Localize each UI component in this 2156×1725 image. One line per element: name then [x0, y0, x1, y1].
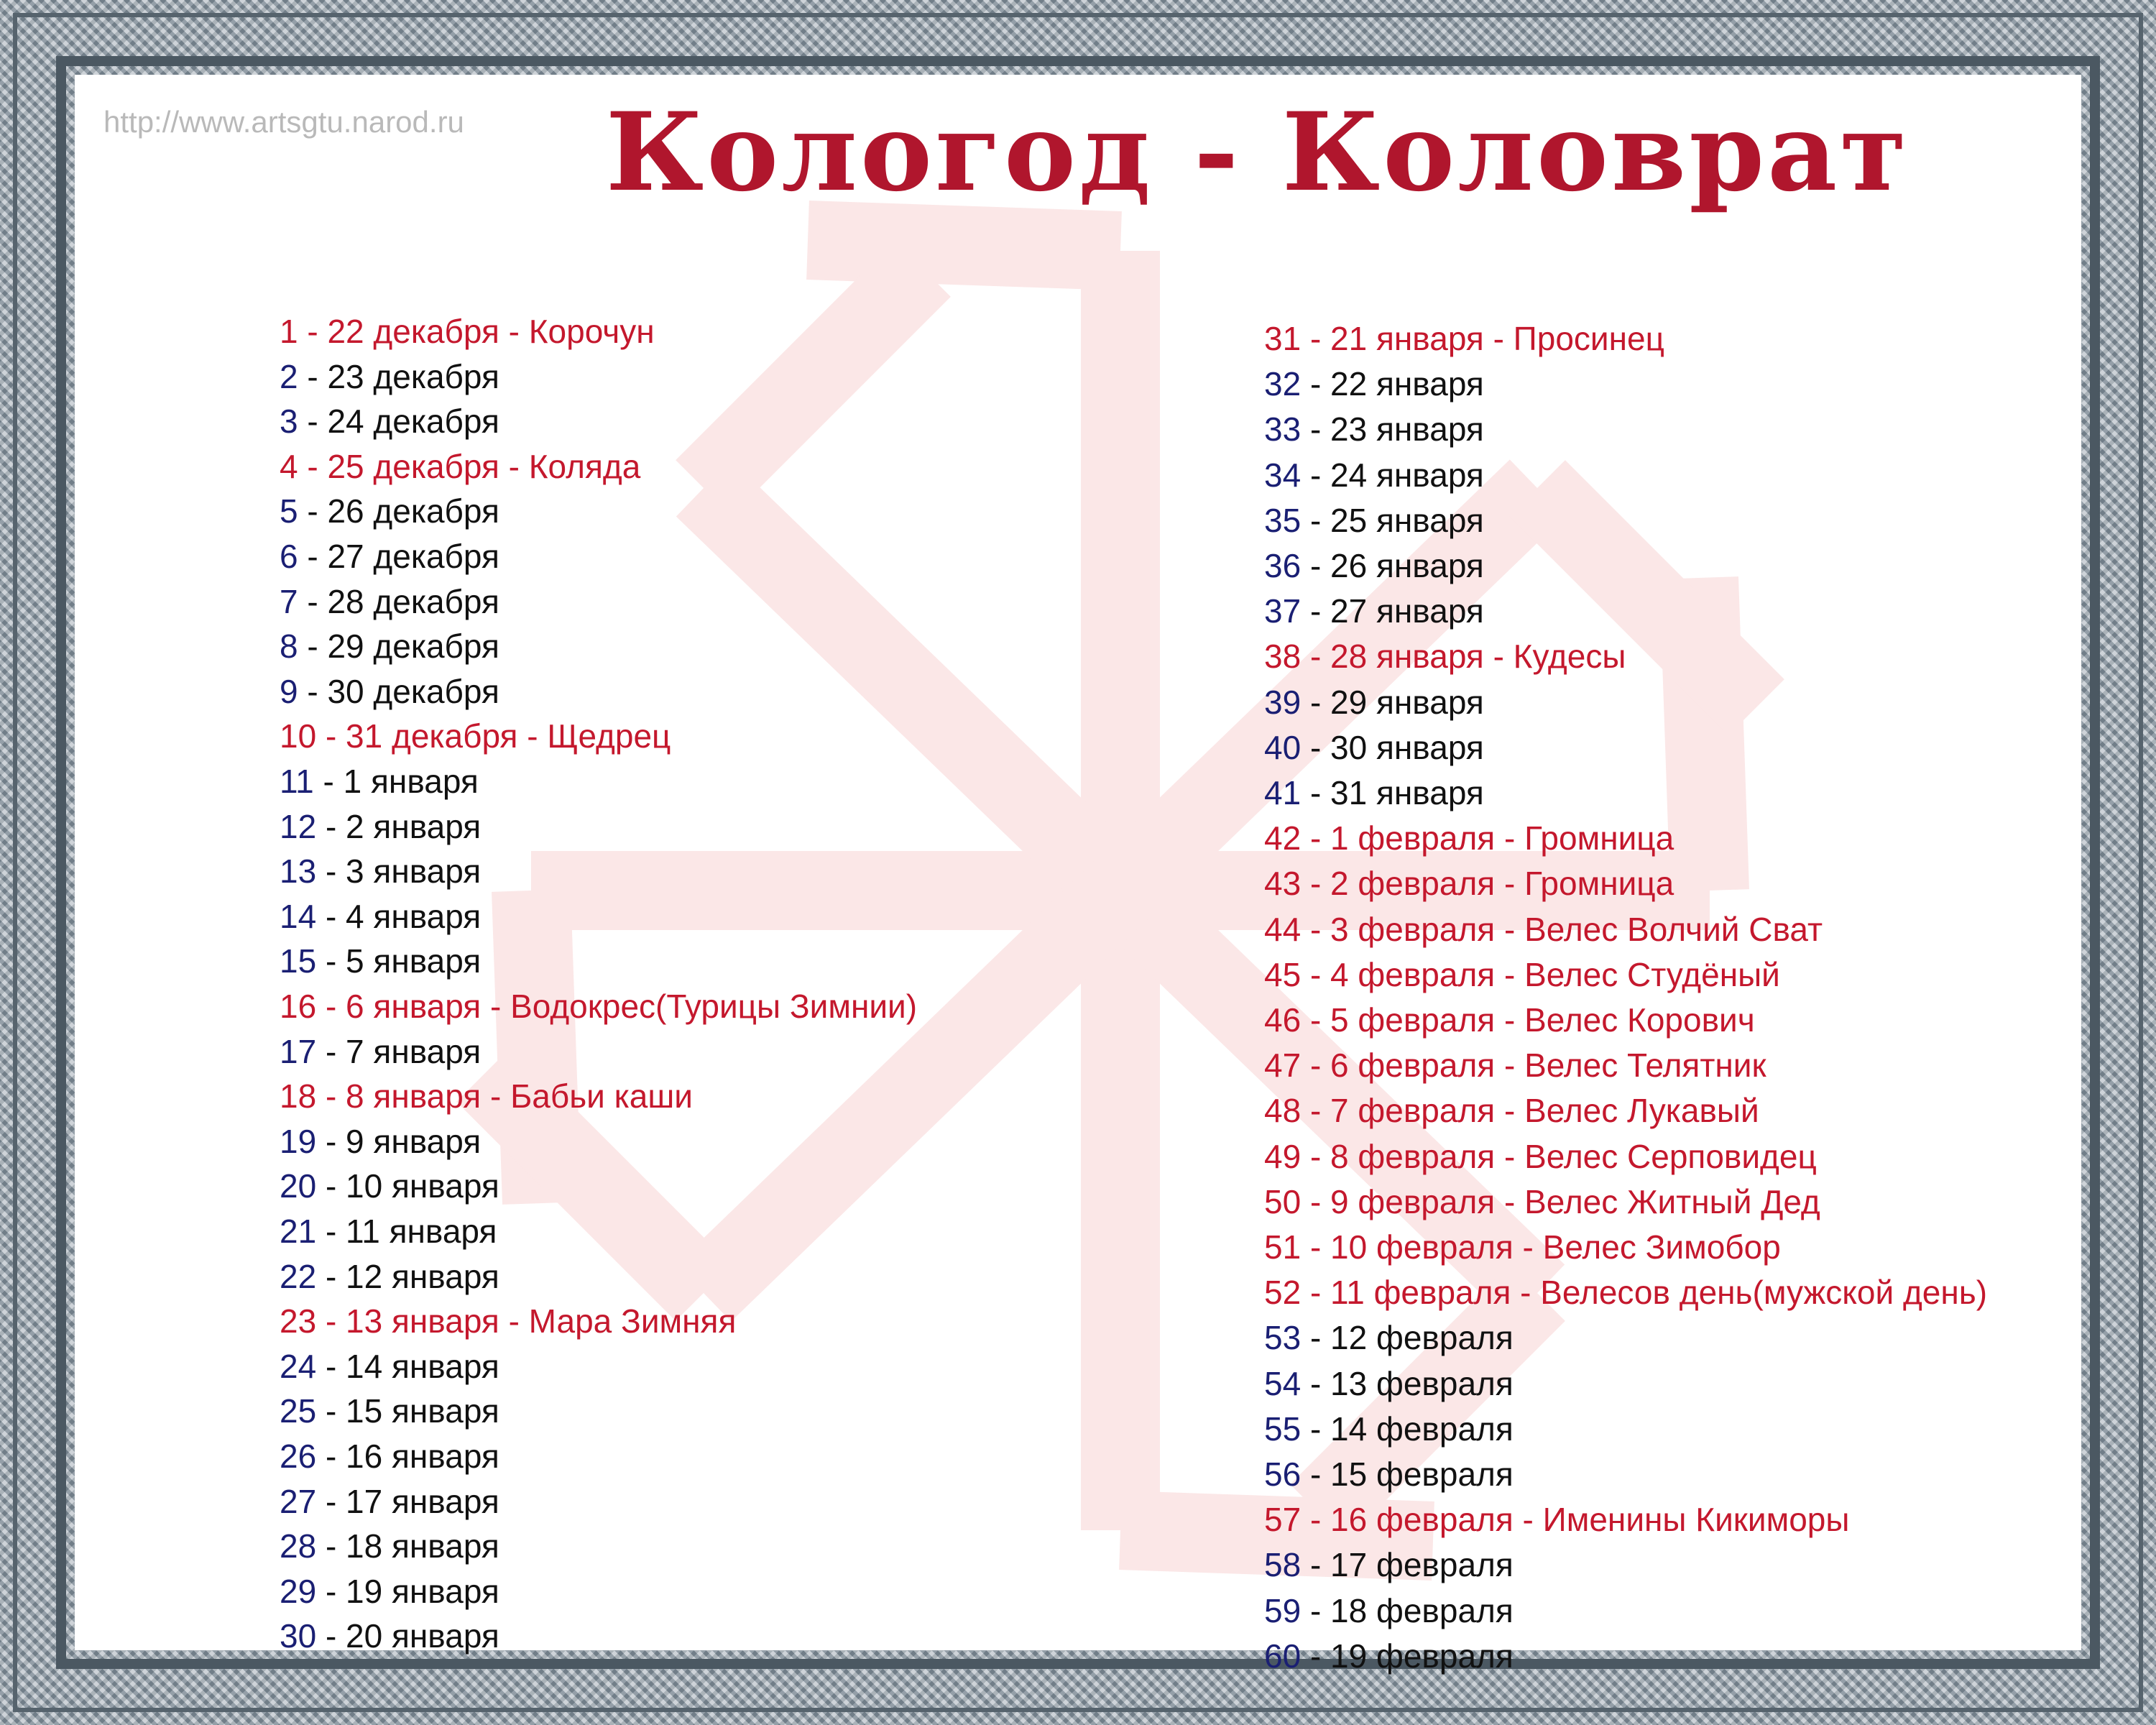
list-item — [280, 1257, 499, 1296]
day-number: 25 — [280, 1392, 317, 1430]
list-item — [280, 627, 499, 666]
list-item — [1264, 364, 1484, 403]
day-date-text: - 4 января — [316, 897, 482, 935]
page-title: Кологод - Коловрат — [605, 89, 1910, 216]
day-date-text: - 18 февраля — [1301, 1591, 1514, 1629]
list-item — [280, 1527, 499, 1565]
list-item — [280, 1572, 499, 1611]
day-number: 2 — [280, 357, 298, 395]
day-number: 47 — [1264, 1046, 1302, 1085]
list-item — [1264, 319, 1664, 358]
day-date-text: - 31 декабря - Щедрец — [316, 717, 671, 755]
day-date-text: - 5 января — [316, 942, 482, 980]
day-number: 59 — [1264, 1591, 1302, 1629]
day-date-text: - 27 января — [1301, 592, 1484, 630]
list-item — [280, 672, 499, 711]
day-date-text: - 18 января — [316, 1527, 499, 1565]
day-number: 16 — [280, 988, 317, 1025]
list-item — [1264, 1228, 1781, 1266]
day-date-text: - 10 февраля - Велес Зимобор — [1301, 1228, 1781, 1266]
day-date-text: - 26 декабря — [298, 492, 499, 530]
day-date-text: - 22 декабря - Корочун — [298, 313, 655, 350]
list-item — [1264, 728, 1484, 767]
day-date-text: - 14 февраля — [1301, 1409, 1514, 1448]
day-number: 26 — [280, 1438, 317, 1475]
list-item — [280, 1392, 499, 1430]
day-number: 51 — [1264, 1228, 1302, 1266]
day-number: 4 — [280, 447, 298, 485]
list-item — [1264, 1637, 1514, 1675]
list-item — [280, 402, 499, 441]
day-number: 15 — [280, 942, 317, 980]
day-number: 14 — [280, 897, 317, 935]
list-item — [280, 1167, 499, 1205]
day-number: 37 — [1264, 592, 1302, 630]
day-number: 13 — [280, 852, 317, 891]
list-item — [1264, 955, 1780, 994]
day-number: 46 — [1264, 1001, 1302, 1039]
day-date-text: - 8 января - Бабьи каши — [316, 1077, 693, 1116]
list-item — [280, 852, 481, 891]
day-date-text: - 14 января — [316, 1347, 499, 1385]
list-item — [1264, 683, 1484, 722]
day-date-text: - 29 января — [1301, 683, 1484, 721]
day-date-text: - 7 января — [316, 1032, 482, 1070]
site-url: http://www.artsgtu.narod.ru — [103, 105, 464, 139]
day-date-text: - 11 февраля - Велесов день(мужской день) — [1301, 1274, 1988, 1312]
day-date-text: - 25 декабря - Коляда — [298, 447, 641, 485]
day-number: 27 — [280, 1482, 317, 1520]
day-number: 20 — [280, 1167, 317, 1205]
list-item — [1264, 1409, 1514, 1448]
day-date-text: - 1 февраля - Громница — [1301, 819, 1674, 857]
day-number: 28 — [280, 1527, 317, 1565]
day-number: 56 — [1264, 1455, 1302, 1493]
day-number: 58 — [1264, 1546, 1302, 1584]
day-number: 40 — [1264, 728, 1302, 766]
list-item — [1264, 1364, 1514, 1403]
day-number: 24 — [280, 1347, 317, 1385]
day-date-text: - 21 января - Просинец — [1301, 320, 1664, 357]
day-number: 31 — [1264, 320, 1302, 357]
day-number: 32 — [1264, 365, 1302, 403]
day-number: 55 — [1264, 1409, 1302, 1448]
day-number: 5 — [280, 492, 298, 530]
list-item — [1264, 637, 1626, 676]
day-date-text: - 27 декабря — [298, 538, 499, 575]
list-item — [1264, 1046, 1766, 1085]
day-date-text: - 19 февраля — [1301, 1637, 1514, 1675]
day-date-text: - 30 декабря — [298, 672, 499, 710]
day-number: 39 — [1264, 683, 1302, 721]
day-date-text: - 13 февраля — [1301, 1364, 1514, 1402]
list-item — [280, 1302, 736, 1340]
day-date-text: - 4 февраля - Велес Студёный — [1301, 955, 1780, 993]
list-item — [280, 1347, 499, 1386]
list-item — [1264, 1091, 1759, 1130]
list-item — [1264, 1182, 1820, 1221]
day-number: 48 — [1264, 1092, 1302, 1130]
day-date-text: - 2 февраля - Громница — [1301, 865, 1674, 903]
day-date-text: - 8 февраля - Велес Серповидец — [1301, 1137, 1817, 1175]
day-date-text: - 23 декабря — [298, 357, 499, 395]
list-item — [1264, 1500, 1849, 1539]
day-number: 7 — [280, 582, 298, 620]
list-item — [1264, 1000, 1755, 1039]
day-number: 44 — [1264, 910, 1302, 948]
list-item — [280, 1482, 499, 1521]
day-date-text: - 17 января — [316, 1482, 499, 1520]
list-item — [280, 582, 499, 621]
day-number: 45 — [1264, 955, 1302, 993]
day-date-text: - 22 января — [1301, 365, 1484, 403]
day-number: 54 — [1264, 1364, 1302, 1402]
day-date-text: - 31 января — [1301, 774, 1484, 811]
day-number: 10 — [280, 717, 317, 755]
list-item — [280, 1616, 499, 1655]
list-item — [1264, 819, 1674, 857]
day-date-text: - 15 января — [316, 1392, 499, 1430]
list-item — [280, 537, 499, 576]
day-date-text: - 11 января — [316, 1213, 497, 1250]
day-number: 23 — [280, 1302, 317, 1340]
list-item — [1264, 546, 1484, 585]
list-item — [280, 942, 481, 980]
list-item — [280, 492, 499, 530]
day-date-text: - 15 февраля — [1301, 1455, 1514, 1493]
day-number: 50 — [1264, 1182, 1302, 1220]
list-item — [1264, 773, 1484, 812]
day-date-text: - 6 февраля - Велес Телятник — [1301, 1046, 1766, 1085]
day-date-text: - 23 января — [1301, 410, 1484, 448]
day-number: 34 — [1264, 456, 1302, 494]
list-item — [280, 987, 917, 1026]
day-number: 38 — [1264, 638, 1302, 676]
list-item — [1264, 410, 1484, 448]
list-item — [1264, 1318, 1514, 1357]
day-number: 43 — [1264, 865, 1302, 903]
day-date-text: - 5 февраля - Велес Корович — [1301, 1001, 1755, 1039]
day-date-text: - 17 февраля — [1301, 1546, 1514, 1584]
day-date-text: - 9 февраля - Велес Житный Дед — [1301, 1182, 1820, 1220]
list-item — [280, 1032, 481, 1071]
list-item — [280, 762, 479, 801]
day-number: 9 — [280, 672, 298, 710]
day-date-text: - 6 января - Водокрес(Турицы Зимнии) — [316, 988, 918, 1025]
day-date-text: - 3 января — [316, 852, 482, 891]
day-number: 19 — [280, 1122, 317, 1160]
day-number: 60 — [1264, 1637, 1302, 1675]
list-item — [280, 447, 640, 486]
day-number: 42 — [1264, 819, 1302, 857]
day-number: 52 — [1264, 1274, 1302, 1312]
day-date-text: - 3 февраля - Велес Волчий Сват — [1301, 910, 1823, 948]
list-item — [1264, 501, 1484, 540]
day-date-text: - 16 февраля - Именины Кикиморы — [1301, 1501, 1850, 1539]
list-item — [280, 807, 481, 846]
day-number: 3 — [280, 402, 298, 441]
day-number: 36 — [1264, 547, 1302, 584]
day-number: 21 — [280, 1213, 317, 1250]
list-item — [280, 717, 671, 755]
day-number: 49 — [1264, 1137, 1302, 1175]
day-number: 17 — [280, 1032, 317, 1070]
day-date-text: - 24 декабря — [298, 402, 499, 441]
day-number: 35 — [1264, 501, 1302, 539]
day-date-text: - 2 января — [316, 807, 482, 845]
day-number: 33 — [1264, 410, 1302, 448]
list-item — [280, 357, 499, 396]
day-date-text: - 10 января — [316, 1167, 499, 1205]
day-date-text: - 30 января — [1301, 728, 1484, 766]
list-item — [1264, 1591, 1514, 1630]
list-item — [1264, 910, 1823, 949]
list-item — [1264, 1137, 1817, 1176]
day-date-text: - 12 февраля — [1301, 1319, 1514, 1357]
day-number: 30 — [280, 1617, 317, 1655]
list-item — [1264, 1545, 1514, 1584]
day-date-text: - 7 февраля - Велес Лукавый — [1301, 1092, 1759, 1130]
day-date-text: - 29 декабря — [298, 627, 499, 666]
day-date-text: - 12 января — [316, 1257, 499, 1295]
day-date-text: - 16 января — [316, 1438, 499, 1475]
day-number: 41 — [1264, 774, 1302, 811]
calendar-sheet — [75, 75, 2081, 1675]
day-number: 11 — [280, 763, 314, 800]
day-number: 6 — [280, 538, 298, 575]
list-item — [1264, 456, 1484, 494]
day-date-text: - 13 января - Мара Зимняя — [316, 1302, 737, 1340]
list-item — [1264, 1273, 1987, 1312]
list-item — [280, 1122, 481, 1161]
day-number: 57 — [1264, 1501, 1302, 1539]
day-number: 1 — [280, 313, 298, 350]
day-number: 12 — [280, 807, 317, 845]
day-date-text: - 9 января — [316, 1122, 482, 1160]
list-item — [280, 1077, 693, 1116]
day-number: 29 — [280, 1572, 317, 1610]
list-item — [1264, 592, 1484, 630]
day-date-text: - 26 января — [1301, 547, 1484, 584]
day-date-text: - 28 декабря — [298, 582, 499, 620]
day-date-text: - 28 января - Кудесы — [1301, 638, 1626, 676]
list-item — [1264, 1455, 1514, 1494]
day-date-text: - 24 января — [1301, 456, 1484, 494]
list-item — [280, 1437, 499, 1476]
day-number: 53 — [1264, 1319, 1302, 1357]
list-item — [280, 312, 655, 351]
day-date-text: - 20 января — [316, 1617, 499, 1655]
day-date-text: - 19 января — [316, 1572, 499, 1610]
day-date-text: - 1 января — [313, 763, 479, 800]
day-number: 8 — [280, 627, 298, 666]
day-number: 18 — [280, 1077, 317, 1116]
list-item — [1264, 864, 1674, 903]
list-item — [280, 897, 481, 936]
day-date-text: - 25 января — [1301, 501, 1484, 539]
list-item — [280, 1212, 497, 1251]
day-number: 22 — [280, 1257, 317, 1295]
